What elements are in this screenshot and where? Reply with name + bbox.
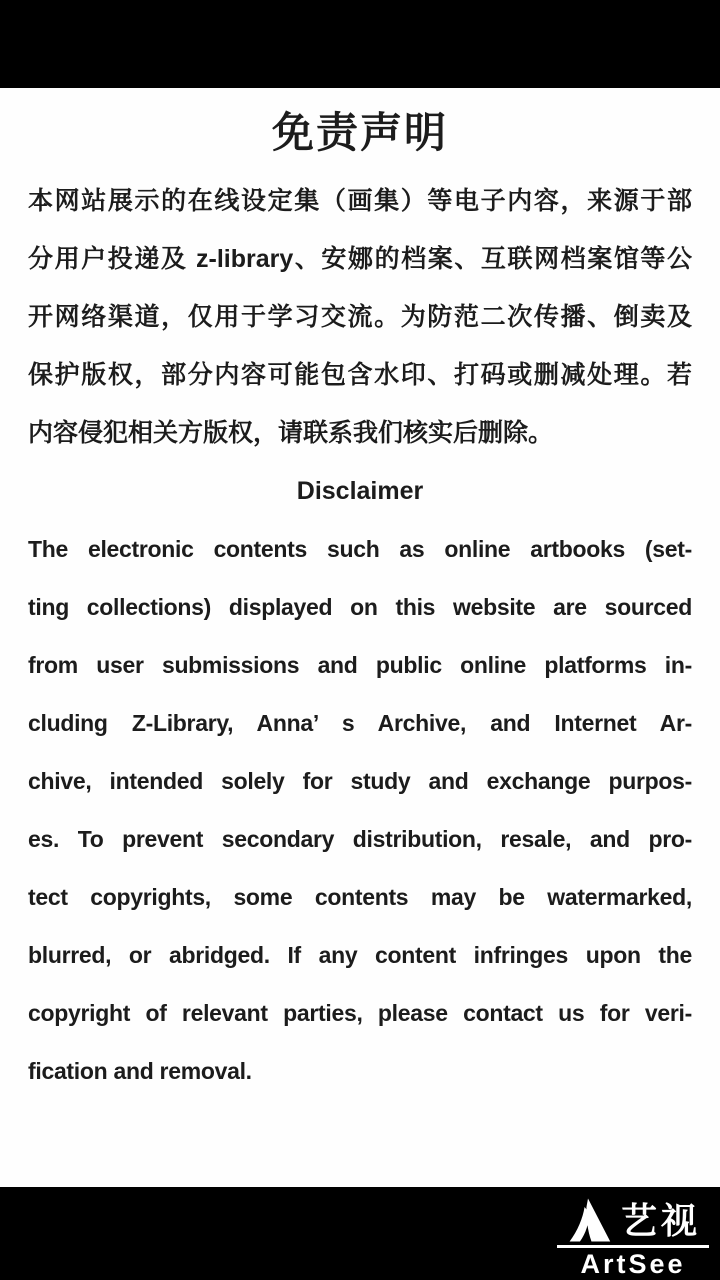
logo-en-text: ArtSee (580, 1249, 686, 1279)
en-text-line: copyright of relevant parties, please contact us for veri- (28, 1000, 692, 1026)
cn-text-line: 开网络渠道，仅用于学习交流。为防范二次传播、倒卖及 (28, 303, 692, 331)
logo-divider (557, 1245, 709, 1248)
cn-text-line: 保护版权，部分内容可能包含水印、打码或删减处理。若 (28, 361, 692, 389)
logo-top-row (565, 1195, 701, 1243)
cn-text-line: 分用户投递及 z-library、安娜的档案、互联网档案馆等公 (28, 245, 692, 273)
cn-text-line: 内容侵犯相关方版权，请联系我们核实后删除。 (28, 419, 554, 447)
en-text-line: chive, intended solely for study and exchange purpos- (28, 768, 692, 794)
page-title: 免责声明 (271, 109, 448, 156)
en-text-line: from user submissions and public online platforms in- (28, 652, 692, 678)
en-text-line: cluding Z-Library, Anna’ s Archive, and Internet Ar- (28, 710, 692, 736)
top-letterbox-bar (0, 0, 720, 88)
en-text-line: ting collections) displayed on this website are sourced (28, 594, 692, 620)
en-text-line: The electronic contents such as online artbooks (set- (28, 536, 692, 562)
person-mountain-icon (565, 1197, 611, 1243)
logo-cn-text: 艺视 (620, 1200, 701, 1241)
cn-text-line: 本网站展示的在线设定集（画集）等电子内容，来源于部 (28, 187, 692, 215)
disclaimer-heading: Disclaimer (296, 477, 424, 505)
en-text-line: fication and removal. (28, 1058, 252, 1084)
bottom-letterbox-bar (0, 1187, 720, 1280)
en-text-line: tect copyrights, some contents may be watermarked, (28, 884, 692, 910)
en-text-line: es. To prevent secondary distribution, resale, and pro- (28, 826, 692, 852)
disclaimer-page (0, 88, 720, 1187)
en-text-line: blurred, or abridged. If any content infringes upon the (28, 942, 692, 968)
artsee-logo (554, 1195, 712, 1279)
